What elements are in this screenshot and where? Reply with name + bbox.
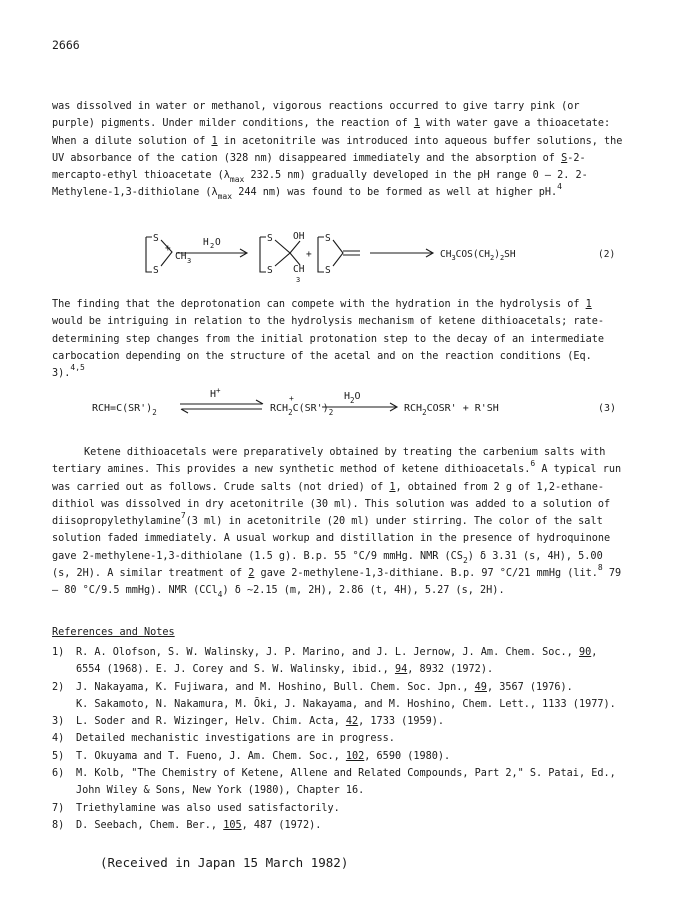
equation-3	[0, 385, 676, 430]
eq2-h: H	[203, 237, 209, 248]
eq3-cation-plus: +	[289, 394, 294, 403]
equation-2	[0, 225, 676, 285]
eq2-h2o-sub: 2	[210, 242, 215, 250]
reference-number: 3)	[52, 716, 65, 728]
reference-text: Detailed mechanistic investigations are in progress.	[76, 733, 395, 745]
reference-number: 4)	[52, 733, 65, 745]
reference-item	[52, 713, 632, 730]
eq3-number: (3)	[598, 403, 617, 414]
reference-number: 1)	[52, 647, 65, 658]
paragraph-3: Ketene dithioacetals were preparatively obtained by treating the carbenium salts with tertiary amines. This provides a new synthetic method of ketene dithioacetals.$^6$ A typical run was carried out as follows. Crude salts (not dried) of 1, obtained from 2 g of 1,2-ethane-dithiol was dissolved in dry acetonitrile (30 ml). This solution was added to a solution of diisopropylethylamine$^7$(3 ml) in acetonitrile (20 ml) under stirring. The color of the salt solution faded immediately. A usual workup and distillation in the presence of hydroquinone gave 2-methylene-1,3-dithiolane (1.5 g). B.p. 55 °C/9 mmHg. NMR $(CS_2)$ δ 3.31 (s, 4H), 5.00 (s, 2H). A similar treatment of 2 gave 2-methylene-1,3-dithiane. B.p. 97 °C/21 mmHg (lit.$^8$ 79 – 80 °C/9.5 mmHg). NMR (CCl$_4$) δ ~2.15 (m, 2H), 2.86 (t, 4H), 5.27 (s, 2H).	[52, 447, 622, 600]
eq2-s2: S	[153, 265, 159, 276]
eq2-plus2: +	[306, 249, 312, 260]
eq2-oh: OH	[293, 231, 305, 242]
reference-number: 7)	[52, 802, 65, 814]
eq3-left: $RCH=C(SR')_2$	[92, 403, 157, 417]
reference-item	[52, 800, 632, 817]
reference-list	[52, 644, 632, 834]
reference-item	[52, 748, 632, 765]
eq2-s5: S	[325, 233, 331, 244]
reference-text: J. Nakayama, K. Fujiwara, and M. Hoshino, Bull. Chem. Soc. Jpn., 49, 3567 (1976). K. Sakamoto, N. Nakamura, M. Ōki, J. Nakayama, and M. Hoshino, Chem. Lett., 1133 (1977).	[76, 681, 616, 710]
reference-item	[52, 817, 632, 834]
eq3-right: $RCH_2COSR' + R'SH$	[404, 403, 499, 417]
eq2-s4: S	[267, 265, 273, 276]
eq2-plus: +	[165, 243, 171, 254]
reference-number: 6)	[52, 768, 65, 780]
eq3-mid: $RCH_2C(SR')_2$	[270, 403, 334, 417]
reference-text: M. Kolb, "The Chemistry of Ketene, Allene and Related Compounds, Part 2," S. Patai, Ed., John Wiley & Sons, New York (1980), Chapter 16.	[76, 768, 616, 797]
references-heading: References and Notes	[52, 627, 175, 638]
reference-text: Triethylamine was also used satisfactorily.	[76, 802, 340, 814]
reference-number: 2)	[52, 681, 65, 693]
eq2-ch3b-sub: 3	[296, 276, 301, 284]
reference-item	[52, 765, 632, 800]
eq2-ch3-sub: 3	[187, 257, 192, 265]
reference-text: R. A. Olofson, S. W. Walinsky, J. P. Marino, and J. L. Jernow, J. Am. Chem. Soc., 90, 6554 (1968). E. J. Corey and S. W. Walinsky, ibid., 94, 8932 (1972).	[76, 647, 598, 676]
received-date: (Received in Japan 15 March 1982)	[100, 855, 349, 870]
reference-number: 5)	[52, 750, 65, 762]
reference-item	[52, 644, 632, 679]
reference-text: L. Soder and R. Wizinger, Helv. Chim. Acta, 42, 1733 (1959).	[76, 716, 445, 728]
eq2-ch3: CH	[175, 251, 187, 262]
paragraph-2: The finding that the deprotonation can compete with the hydration in the hydrolysis of 1 would be intriguing in relation to the hydrolysis mechanism of ketene dithioacetals; rate-determining step changes from the initial protonation step to the decay of an intermediate carbocation depending on the structure of the acetal and on the reaction conditions (Eq. 3).$^{4,5}$	[52, 299, 605, 380]
eq3-hplus: H+	[210, 386, 221, 400]
eq2-ch3b: CH	[293, 264, 305, 275]
reference-text: T. Okuyama and T. Fueno, J. Am. Chem. Soc., 102, 6590 (1980).	[76, 750, 451, 762]
reference-item	[52, 679, 632, 714]
eq2-s6: S	[325, 265, 331, 276]
page-number: 2666	[52, 38, 80, 52]
eq2-o: O	[215, 237, 221, 248]
eq2-s3: S	[267, 233, 273, 244]
eq2-number: (2)	[598, 249, 616, 260]
eq2-product: $CH_3COS(CH_2)_2SH$	[440, 249, 516, 262]
reference-number: 8)	[52, 819, 65, 831]
paragraph-1: was dissolved in water or methanol, vigorous reactions occurred to give tarry pink (or purple) pigments. Under milder conditions, the reaction of 1 with water gave a thioacetate: When a dilute solution of 1 in acetonitrile was introduced into aqueous buffer solutions, the UV absorbance of the cation (328 nm) disappeared immediately and the absorption of S-2-mercapto-ethyl thioacetate ($\lambda_{max}$ 232.5 nm) gradually developed in the pH range 0 – 2. 2-Methylene-1,3-dithiolane ($\lambda_{max}$ 244 nm) was found to be formed as well at higher pH.$^4$	[52, 101, 623, 202]
eq2-s1: S	[153, 233, 159, 244]
eq3-h2o: $H_2O$	[344, 391, 361, 405]
reference-item	[52, 730, 632, 747]
reference-text: D. Seebach, Chem. Ber., 105, 487 (1972).	[76, 819, 322, 831]
